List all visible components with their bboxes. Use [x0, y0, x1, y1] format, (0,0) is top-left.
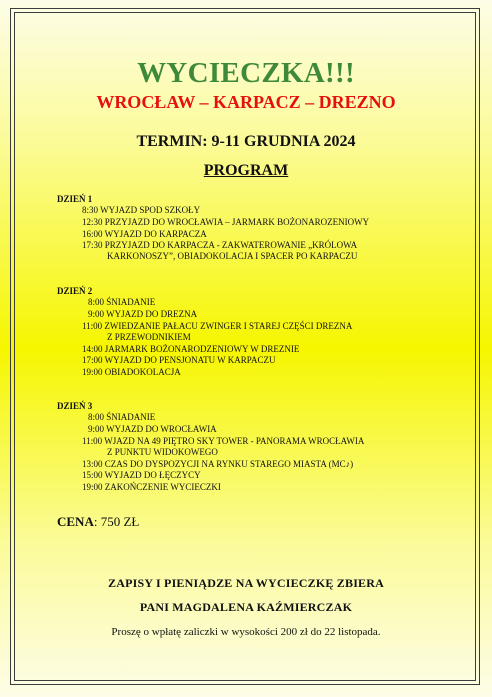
day-1-title: DZIEŃ 1 [57, 194, 93, 204]
day-3-line: 13:00 CZAS DO DYSPOZYCJI NA RYNKU STAREGO MIASTA (MC♪) [82, 459, 354, 469]
trip-date: TERMIN: 9-11 GRUDNIA 2024 [136, 133, 356, 150]
day-3-line: 8:00 ŚNIADANIE [88, 412, 156, 422]
day-1-line: 17:30 PRZYJAZD DO KARPACZA - ZAKWATEROWANIE „KRÓLOWA [82, 240, 358, 250]
day-2-line: 17:00 WYJAZD DO PENSJONATU W KARPACZU [82, 355, 276, 365]
day-3-line: 15:00 WYJAZD DO ŁĘCZYCY [82, 470, 201, 480]
day-2-line: Z PRZEWODNIKIEM [107, 332, 191, 342]
organizer-name: PANI MAGDALENA KAŹMIERCZAK [139, 600, 353, 614]
program-heading: PROGRAM [203, 162, 289, 179]
day-3-title: DZIEŃ 3 [57, 401, 93, 411]
flyer-title: WYCIECZKA!!! [137, 57, 355, 89]
signup-info: ZAPISY I PIENIĄDZE NA WYCIECZKĘ ZBIERA [108, 576, 384, 590]
day-2-title: DZIEŃ 2 [57, 286, 93, 296]
day-3-line: 11:00 WJAZD NA 49 PIĘTRO SKY TOWER - PANORAMA WROCŁAWIA [82, 436, 365, 446]
price-label: CENA [57, 514, 94, 529]
price-value: : 750 ZŁ [93, 514, 140, 529]
day-1-line: KARKONOSZY”, OBIADOKOLACJA I SPACER PO KARPACZU [107, 251, 358, 261]
day-3-line: Z PUNKTU WIDOKOWEGO [107, 447, 218, 457]
deposit-note: Proszę o wpłatę zaliczki w wysokości 200 zł do 22 listopada. [111, 626, 381, 638]
day-1-line: 8:30 WYJAZD SPOD SZKOŁY [82, 205, 201, 215]
day-1-line: 12:30 PRZYJAZD DO WROCŁAWIA – JARMARK BOŻONAROZENIOWY [82, 217, 370, 227]
day-1-line: 16:00 WYJAZD DO KARPACZA [82, 229, 207, 239]
day-2-line: 14:00 JARMARK BOŻONARODZENIOWY W DREZNIE [82, 344, 300, 354]
day-2-line: 8:00 ŚNIADANIE [88, 297, 156, 307]
day-3-line: 19:00 ZAKOŃCZENIE WYCIECZKI [82, 482, 221, 492]
day-2-line: 11:00 ZWIEDZANIE PAŁACU ZWINGER I STAREJ CZĘŚCI DREZNA [82, 321, 353, 331]
day-2-line: 9:00 WYJAZD DO DREZNA [88, 309, 198, 319]
route-subtitle: WROCŁAW – KARPACZ – DREZNO [96, 92, 396, 112]
price [57, 514, 139, 530]
day-3-line: 9:00 WYJAZD DO WROCŁAWIA [88, 424, 217, 434]
day-2-line: 19:00 OBIADOKOLACJA [82, 367, 181, 377]
